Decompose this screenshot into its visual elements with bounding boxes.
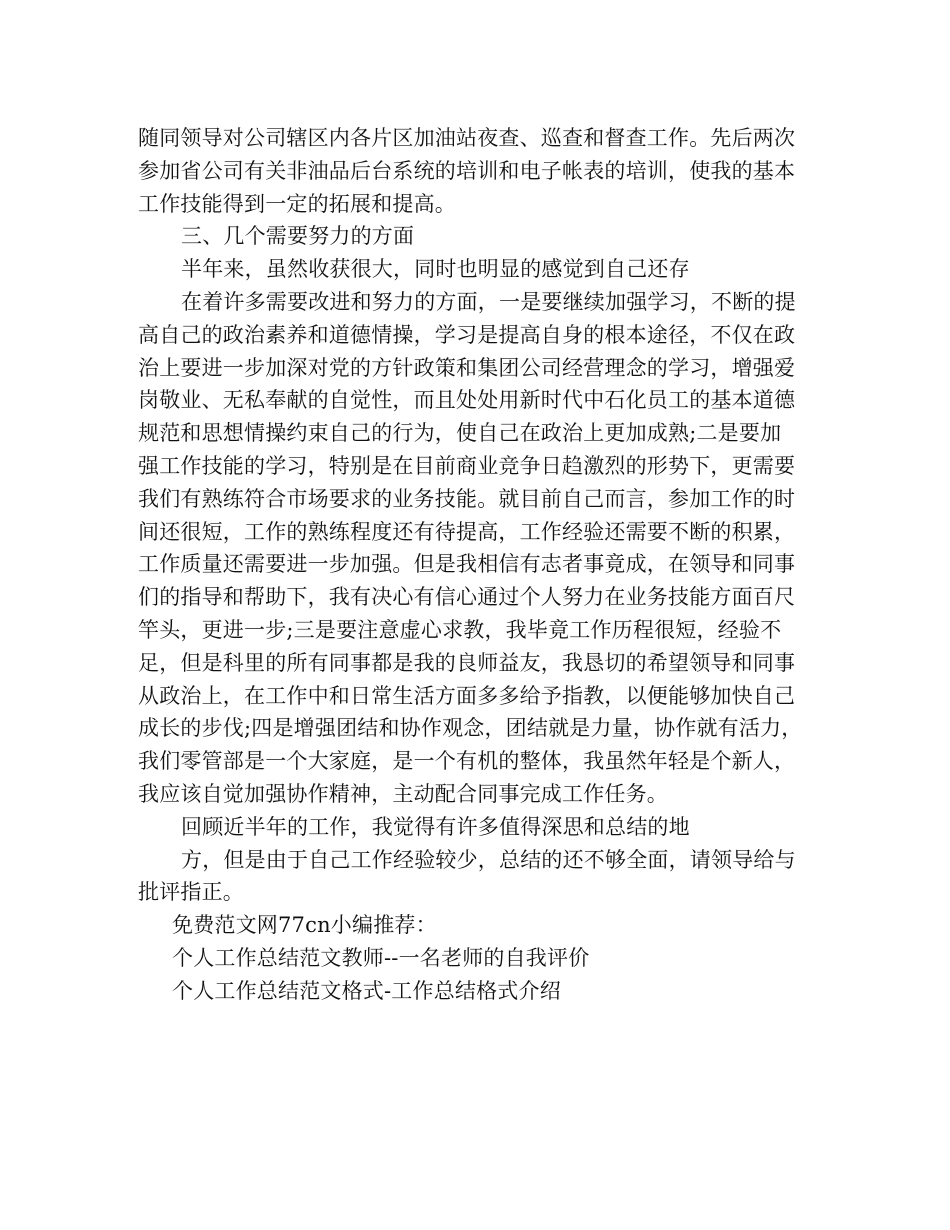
paragraph-line: 批评指正。 <box>138 880 244 905</box>
paragraph-line: 我们零管部是一个大家庭，是一个有机的整体，我虽然年轻是个新人， <box>138 749 796 774</box>
paragraph-line: 竿头，更进一步;三是要注意虚心求教，我毕竟工作历程很短，经验不 <box>138 617 782 642</box>
paragraph-line: 我应该自觉加强协作精神，主动配合同事完成工作任务。 <box>138 781 668 806</box>
paragraph-line: 成长的步伐;四是增强团结和协作观念，团结就是力量，协作就有活力， <box>138 716 803 741</box>
paragraph-line: 岗敬业、无私奉献的自觉性，而且处处用新时代中石化员工的基本道德 <box>138 388 796 413</box>
recommend-link[interactable]: 个人工作总结范文格式-工作总结格式介绍 <box>172 978 561 1003</box>
paragraph-line: 参加省公司有关非油品后台系统的培训和电子帐表的培训，使我的基本 <box>138 158 796 183</box>
paragraph-line: 回顾近半年的工作，我觉得有许多值得深思和总结的地 <box>181 814 690 839</box>
paragraph-line: 我们有熟练符合市场要求的业务技能。就目前自己而言，参加工作的时 <box>138 486 796 511</box>
paragraph-line: 从政治上，在工作中和日常生活方面多多给予指教，以便能够加快自己 <box>138 683 796 708</box>
recommend-heading: 免费范文网77cn小编推荐： <box>172 913 437 938</box>
paragraph-line: 足，但是科里的所有同事都是我的良师益友，我恳切的希望领导和同事 <box>138 650 796 675</box>
paragraph-line: 半年来，虽然收获很大，同时也明显的感觉到自己还存 <box>181 257 690 282</box>
paragraph-line: 规范和思想情操约束自己的行为，使自己在政治上更加成熟;二是要加 <box>138 421 782 446</box>
paragraph-line: 随同领导对公司辖区内各片区加油站夜查、巡查和督查工作。先后两次 <box>138 126 796 150</box>
paragraph-line: 工作质量还需要进一步加强。但是我相信有志者事竟成，在领导和同事 <box>138 552 796 577</box>
recommend-link[interactable]: 个人工作总结范文教师--一名老师的自我评价 <box>172 945 590 970</box>
paragraph-line: 治上要进一步加深对党的方针政策和集团公司经营理念的学习，增强爱 <box>138 355 796 380</box>
paragraph-line: 强工作技能的学习，特别是在目前商业竞争日趋激烈的形势下，更需要 <box>138 453 796 478</box>
paragraph-line: 方，但是由于自己工作经验较少，总结的还不够全面，请领导给与 <box>181 847 796 872</box>
paragraph-line: 高自己的政治素养和道德情操，学习是提高自身的根本途径，不仅在政 <box>138 322 796 347</box>
paragraph-line: 间还很短，工作的熟练程度还有待提高，工作经验还需要不断的积累， <box>138 519 796 544</box>
document-page <box>138 122 828 1008</box>
paragraph-line: 工作技能得到一定的拓展和提高。 <box>138 191 456 216</box>
paragraph-line: 在着许多需要改进和努力的方面，一是要继续加强学习，不断的提 <box>181 289 796 314</box>
paragraph-line: 们的指导和帮助下，我有决心有信心通过个人努力在业务技能方面百尺 <box>138 585 796 610</box>
section-heading: 三、几个需要努力的方面 <box>181 224 415 249</box>
